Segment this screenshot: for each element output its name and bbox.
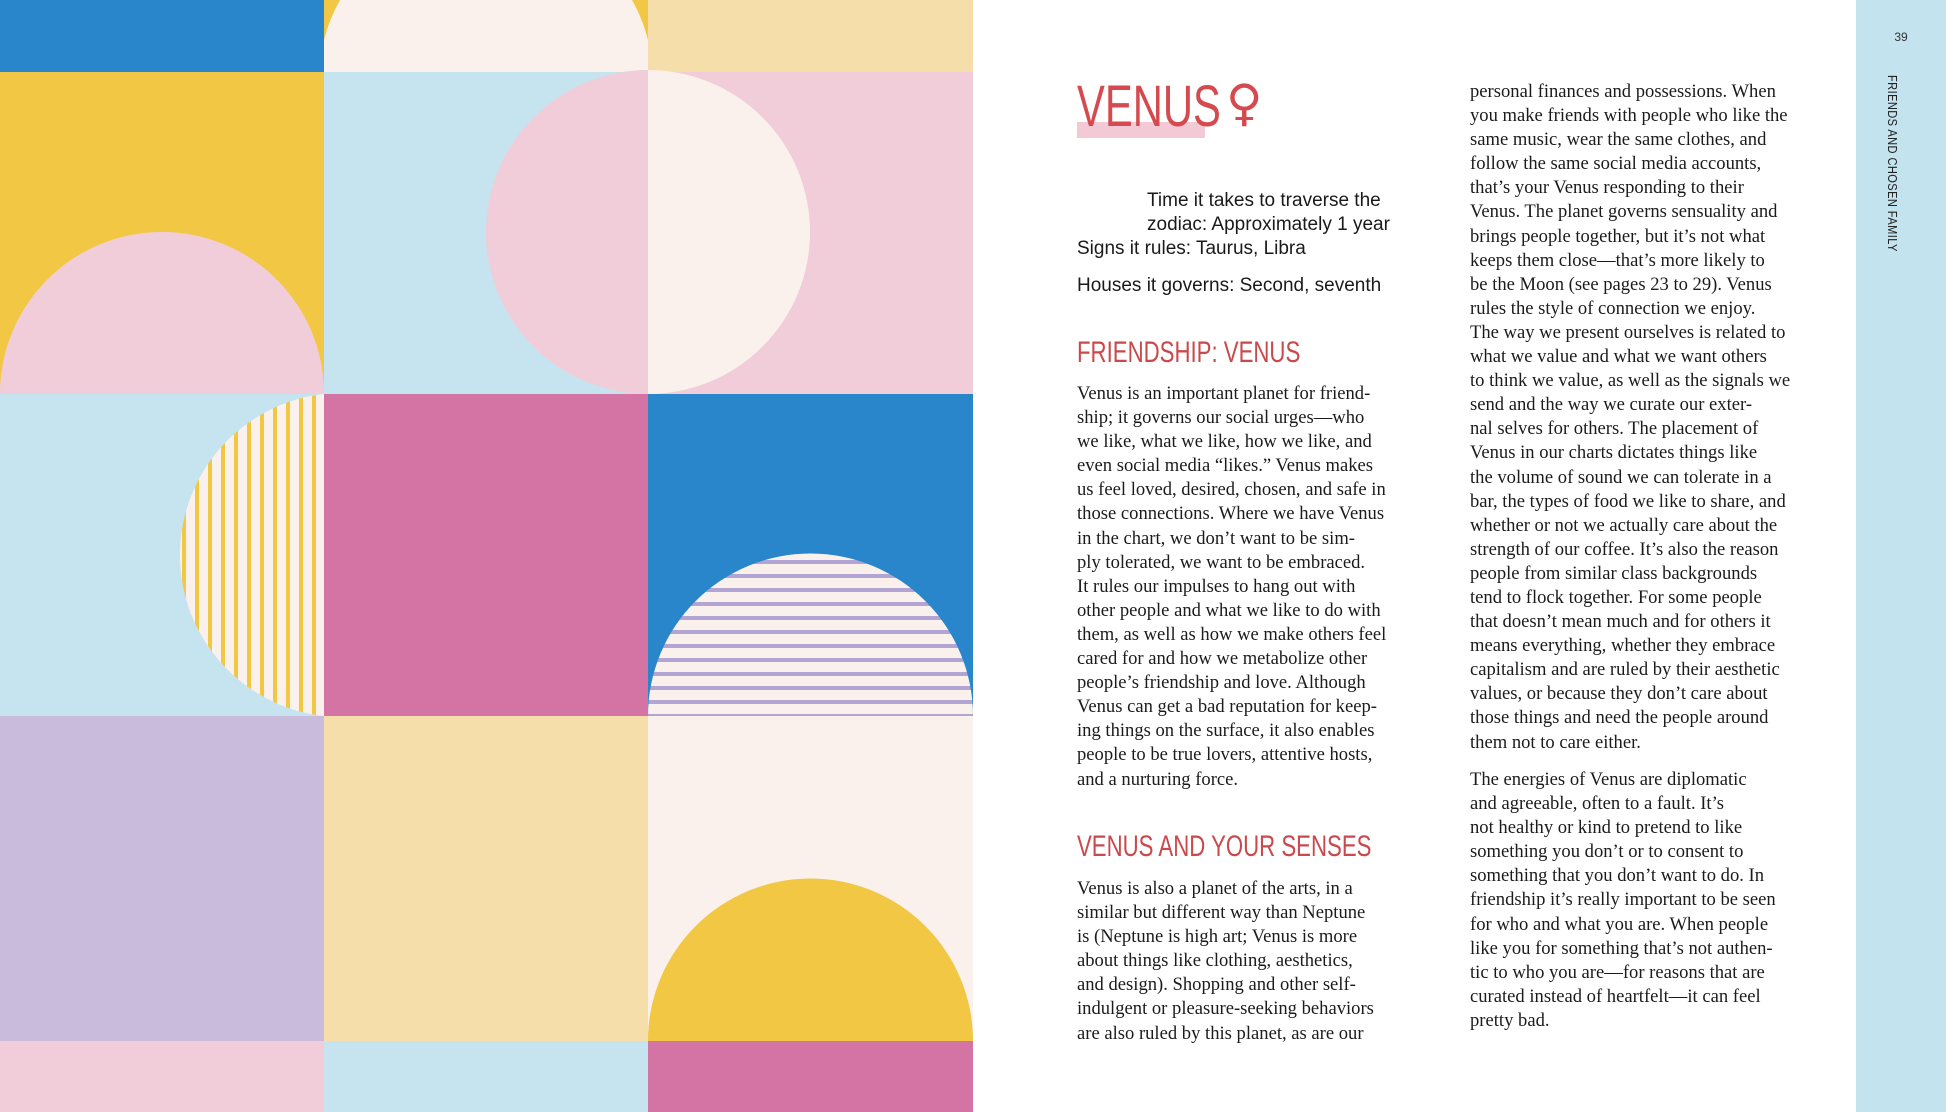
tile-pale-yellow — [648, 0, 973, 72]
page-number: 39 — [1894, 30, 1908, 44]
text-line: ply tolerated, we want to be embraced. — [1077, 551, 1366, 573]
text-line: like you for something that’s not authen- — [1470, 937, 1773, 959]
text-line: The way we present ourselves is related to — [1470, 321, 1786, 343]
text-line: strength of our coffee. It’s also the reason — [1470, 538, 1779, 560]
text-line: same music, wear the same clothes, and — [1470, 129, 1767, 151]
tile-light-blue-bottom — [324, 1041, 648, 1112]
text-line: means everything, whether they embrace — [1470, 635, 1776, 657]
text-line: keeps them close—that’s more likely to — [1470, 249, 1765, 271]
text-line: brings people together, but it’s not what — [1470, 225, 1766, 247]
text-line: and a nurturing force. — [1077, 768, 1239, 790]
text-line: the volume of sound we can tolerate in a — [1470, 466, 1772, 488]
text-line: and design). Shopping and other self- — [1077, 974, 1356, 996]
text-line: follow the same social media accounts, — [1470, 153, 1762, 175]
text-line: be the Moon (see pages 23 to 29). Venus — [1470, 273, 1772, 295]
text-line: tend to flock together. For some people — [1470, 586, 1762, 608]
fact-traverse: Time it takes to traverse the zodiac: Approximately 1 year — [1147, 190, 1390, 235]
text-line: tic to who you are—for reasons that are — [1470, 961, 1765, 983]
text-line: about things like clothing, aesthetics, — [1077, 950, 1353, 972]
venus-symbol-icon: ♀ — [1226, 74, 1263, 132]
fact-signs: Signs it rules: Taurus, Libra — [1077, 238, 1306, 259]
tile-magenta-bottom — [648, 1041, 973, 1112]
running-head: FRIENDS AND CHOSEN FAMILY — [1885, 75, 1900, 252]
page-title: VENUS — [1077, 74, 1221, 139]
text-line: ship; it governs our social urges—who — [1077, 407, 1365, 429]
text-line: other people and what we like to do with — [1077, 599, 1381, 621]
text-line: in the chart, we don’t want to be sim- — [1077, 527, 1355, 549]
text-line: send and the way we curate our exter- — [1470, 394, 1753, 416]
text-line: Venus in our charts dictates things like — [1470, 442, 1758, 464]
section-friendship-text — [1077, 382, 1457, 792]
margin-band — [1856, 0, 1946, 1112]
text-line: those connections. Where we have Venus — [1077, 503, 1385, 525]
text-line: those things and need the people around — [1470, 707, 1769, 729]
section-heading-friendship: FRIENDSHIP: VENUS — [1077, 336, 1301, 369]
text-line: people’s friendship and love. Although — [1077, 672, 1366, 694]
text-line: and agreeable, often to a fault. It’s — [1470, 793, 1725, 815]
text-line: bar, the types of food we like to share, and — [1470, 490, 1786, 512]
fact-houses: Houses it governs: Second, seventh — [1077, 275, 1382, 296]
column2-paragraph1 — [1470, 80, 1850, 755]
column2-paragraph2 — [1470, 768, 1850, 1033]
text-line: indulgent or pleasure-seeking behaviors — [1077, 998, 1374, 1020]
text-line: cared for and how we metabolize other — [1077, 648, 1368, 670]
text-line: Venus can get a bad reputation for keep- — [1077, 696, 1377, 718]
text-line: people from similar class backgrounds — [1470, 562, 1758, 584]
tile-pink-bottom — [0, 1041, 324, 1112]
text-line: Venus is an important planet for friend- — [1077, 383, 1371, 404]
text-line: ing things on the surface, it also enables — [1077, 720, 1375, 742]
tile-pale-yellow-2 — [324, 716, 648, 1041]
text-line: us feel loved, desired, chosen, and safe in — [1077, 479, 1386, 501]
tile-cream-top — [324, 0, 648, 72]
text-line: capitalism and are ruled by their aesthetic — [1470, 659, 1780, 681]
text-line: something that you don’t want to do. In — [1470, 865, 1765, 887]
text-line: that’s your Venus responding to their — [1470, 177, 1744, 199]
text-line: The energies of Venus are diplomatic — [1470, 769, 1747, 790]
text-line: whether or not we actually care about the — [1470, 514, 1778, 536]
text-line: not healthy or kind to pretend to like — [1470, 817, 1743, 839]
text-line: values, or because they don’t care about — [1470, 683, 1768, 705]
tile-lavender — [0, 716, 324, 1041]
text-line: pretty bad. — [1470, 1009, 1550, 1031]
section-senses-text — [1077, 877, 1457, 1046]
text-line: what we value and what we want others — [1470, 346, 1767, 368]
section-heading-senses: VENUS AND YOUR SENSES — [1077, 830, 1372, 863]
text-line: even social media “likes.” Venus makes — [1077, 455, 1374, 477]
text-line: Venus is also a planet of the arts, in a — [1077, 878, 1353, 899]
text-line: you make friends with people who like the — [1470, 105, 1788, 127]
text-line: It rules our impulses to hang out with — [1077, 575, 1356, 597]
text-line: Venus. The planet governs sensuality and — [1470, 201, 1778, 223]
tile-magenta — [324, 394, 648, 716]
tile-blue — [0, 0, 324, 72]
text-line: something you don’t or to consent to — [1470, 841, 1744, 863]
text-line: curated instead of heartfelt—it can feel — [1470, 985, 1761, 1007]
text-line: personal finances and possessions. When — [1470, 81, 1776, 102]
text-line: we like, what we like, how we like, and — [1077, 431, 1372, 453]
text-line: that doesn’t mean much and for others it — [1470, 611, 1771, 633]
text-line: for who and what you are. When people — [1470, 913, 1769, 935]
text-line: them, as well as how we make others feel — [1077, 623, 1387, 645]
text-line: friendship it’s really important to be seen — [1470, 889, 1776, 911]
text-line: similar but different way than Neptune — [1077, 902, 1366, 924]
text-line: people to be true lovers, attentive hosts, — [1077, 744, 1373, 766]
text-line: to think we value, as well as the signals we — [1470, 370, 1791, 392]
text-line: nal selves for others. The placement of — [1470, 418, 1759, 440]
text-line: are also ruled by this planet, as are our — [1077, 1022, 1364, 1044]
text-line: them not to care either. — [1470, 731, 1641, 753]
text-line: is (Neptune is high art; Venus is more — [1077, 926, 1358, 948]
text-line: rules the style of connection we enjoy. — [1470, 297, 1756, 319]
